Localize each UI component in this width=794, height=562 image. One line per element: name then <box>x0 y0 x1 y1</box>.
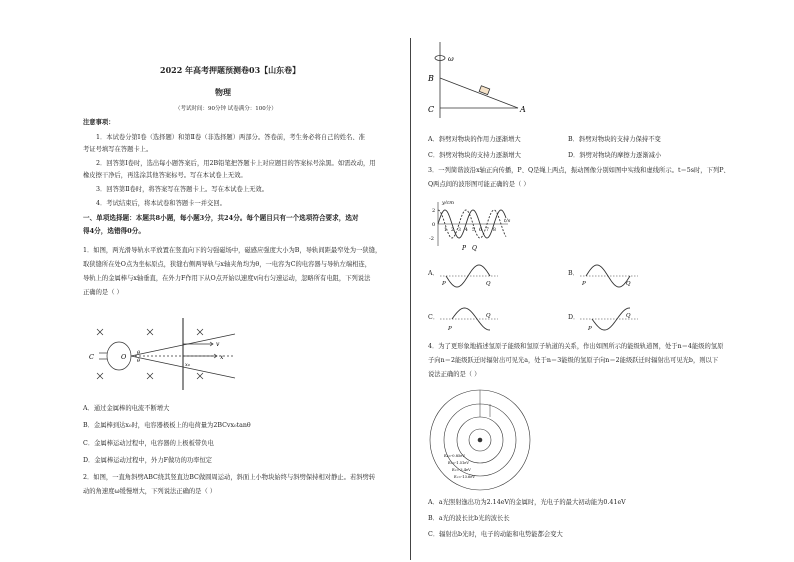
notice-heading: 注意事项： <box>83 119 115 126</box>
q4-text: 4．为了更形象地描述氢原子能级和氢原子轨道的关系，作出如图所示的能级轨道图，处于n＝4能级的氢原 <box>428 343 724 350</box>
field-cross <box>197 373 203 379</box>
q1-option-b[interactable]: B．金属棒到达x₀时，电容器极板上的电荷量为2BCvx₀tanθ <box>83 422 251 429</box>
label-P: P <box>442 281 446 287</box>
t-tick: 1 <box>444 228 447 233</box>
label-P: P <box>462 245 467 252</box>
notice-line: 1．本试卷分第Ⅰ卷（选择题）和第Ⅱ卷（非选择题）两部分。答卷前，考生务必将自己的姓名、准 <box>96 134 365 141</box>
label-Q: Q <box>626 313 631 319</box>
level-label: E₃=-1.51eV <box>448 461 470 465</box>
label-C: C <box>89 353 94 361</box>
label-theta: θ <box>137 350 141 356</box>
field-cross <box>97 329 103 335</box>
q3-option-a-label[interactable]: A． <box>428 270 439 277</box>
label-omega: ω <box>448 55 454 63</box>
t-tick: 3 <box>458 228 461 233</box>
label-B: B <box>428 74 434 83</box>
q1-option-c[interactable]: C．金属棒运动过程中，电容器的上极板带负电 <box>83 440 214 447</box>
column-divider <box>410 38 411 560</box>
notice-line: 4．考试结束后，将本试卷和答题卡一并交回。 <box>96 200 226 207</box>
q4-text: 说法正确的是（ ） <box>428 371 481 378</box>
t-tick: 2 <box>451 228 454 233</box>
q4-option-a[interactable]: A．a光照射逸出功为2.14eV的金属时，光电子的最大初动能为0.41eV <box>428 499 626 506</box>
q3-vibration-graph <box>428 198 512 252</box>
field-cross <box>197 329 203 335</box>
notice-line: 橡皮擦干净后，再选涂其他答案标号。写在本试卷上无效。 <box>83 172 247 179</box>
level-label: E₁=-13.6eV <box>454 475 476 479</box>
label-v: v <box>216 341 220 348</box>
level-label: E₄=-0.85eV <box>444 454 466 458</box>
q3-option-a-wave[interactable] <box>440 260 500 294</box>
q4-option-b[interactable]: B．a光的波长比b光的波长长 <box>428 515 510 522</box>
level-label: E₂=-3.4eV <box>452 468 471 472</box>
t-axis-label: t/s <box>504 218 511 224</box>
q1-text: 正确的是（ ） <box>83 289 123 296</box>
label-O: O <box>121 353 127 361</box>
t-tick: 8 <box>493 228 496 233</box>
t-tick: 4 <box>465 228 468 233</box>
field-cross <box>147 329 153 335</box>
q4-option-c[interactable]: C．辐射出b光时，电子的动能和电势能都会变大 <box>428 531 563 538</box>
label-x0: x₀ <box>185 362 190 368</box>
label-Q: Q <box>472 245 477 252</box>
notice-line: 3．回答第Ⅱ卷时，将答案写在答题卡上。写在本试卷上无效。 <box>96 186 269 193</box>
y-tick: -2 <box>429 236 434 242</box>
label-P: P <box>448 326 452 332</box>
q2-option-a[interactable]: A．斜劈对物块的作用力逐渐增大 <box>428 136 521 143</box>
notice-line: 考证号填写在答题卡上。 <box>83 146 153 153</box>
label-C: C <box>428 105 435 114</box>
q1-text: 取狭缝所在处O点为坐标原点，狭缝右侧两导轨与x轴夹角均为θ，一电容为C的电容器与导轨左端相连， <box>83 261 372 268</box>
q2-option-d[interactable]: D．斜劈对物块的摩擦力逐渐减小 <box>568 152 662 159</box>
y-tick: 2 <box>432 208 436 214</box>
section-heading: 得4分，选错得0分。 <box>83 227 145 235</box>
q1-option-d[interactable]: D．金属棒运动过程中，外力F做功的功率恒定 <box>83 457 213 464</box>
notice-line: 2．回答第Ⅰ卷时，选出每小题答案后，用2B铅笔把答题卡上对应题目的答案标号涂黑。如需改动，用 <box>96 160 376 167</box>
exam-info: （考试时间：90分钟 试卷满分：100分） <box>175 106 277 112</box>
capacitor-loop <box>107 342 131 370</box>
q1-option-a[interactable]: A．通过金属棒的电流不断增大 <box>83 405 170 412</box>
y-axis-label: y/cm <box>442 200 455 206</box>
label-theta: θ <box>137 358 141 364</box>
field-cross <box>97 373 103 379</box>
t-tick: 5 <box>472 228 475 233</box>
q3-option-b-label[interactable]: B． <box>568 270 579 277</box>
q2-option-b[interactable]: B．斜劈对物块的支持力保持不变 <box>568 136 661 143</box>
field-cross <box>147 373 153 379</box>
section-heading: 一、单项选择题：本题共8小题，每小题3分，共24分。每个题目只有一个选项符合要求，选对 <box>83 214 359 222</box>
subject-title: 物理 <box>215 87 231 97</box>
q3-option-c-label[interactable]: C． <box>428 314 440 321</box>
q2-text: 2．如图，一直角斜劈ABC绕其竖直边BC做圆周运动，斜面上小物块始终与斜劈保持相对静止。若斜劈转 <box>83 474 376 481</box>
q3-text: Q两点间的波形图可能正确的是（ ） <box>428 181 530 188</box>
q3-option-c-wave[interactable] <box>440 303 500 337</box>
exam-title: 2022 年高考押题预测卷03【山东卷】 <box>160 65 301 75</box>
q2-figure <box>428 42 538 118</box>
q2-text: 动的角速度ω缓慢增大，下列说法正确的是（ ） <box>83 488 217 495</box>
incline-hypotenuse <box>440 78 518 108</box>
q1-figure <box>85 318 245 388</box>
label-P: P <box>582 281 586 287</box>
q1-text: 1．如图，两光滑导轨水平放置在竖直向下的匀强磁场中，磁感应强度大小为B，导轨间距最窄处为一狭缝， <box>83 247 382 254</box>
label-x: x <box>220 354 224 361</box>
label-Q: Q <box>626 281 631 287</box>
label-A: A <box>520 105 526 114</box>
q3-text: 3．一列简谐波沿x轴正向传播，P、Q是绳上两点，振动图像分别如图中实线和虚线所示。t＝5s时，下列P、 <box>428 167 730 174</box>
q2-option-c[interactable]: C．斜劈对物块的支持力逐渐增大 <box>428 152 521 159</box>
label-Q: Q <box>486 281 491 287</box>
label-P: P <box>588 326 592 332</box>
t-tick: 7 <box>486 228 489 233</box>
t-tick: 6 <box>479 228 482 233</box>
q4-text: 子向n＝2能级跃迁时辐射出可见光a，处于n＝3能级的氢原子向n＝2能级跃迁时辐射出可见光b，则以下 <box>428 357 719 364</box>
q1-text: 导轨上的金属棒与x轴垂直，在外力F作用下从O点开始以速度v向右匀速运动，忽略所有电阻，下列说法 <box>83 275 371 282</box>
q3-option-d-label[interactable]: D． <box>568 314 580 321</box>
q4-orbit-diagram <box>428 388 532 492</box>
label-Q: Q <box>486 313 491 319</box>
y-tick: 0 <box>432 222 436 228</box>
q3-option-d-wave[interactable] <box>580 303 640 337</box>
nucleus <box>478 438 482 442</box>
q3-option-b-wave[interactable] <box>580 260 640 294</box>
